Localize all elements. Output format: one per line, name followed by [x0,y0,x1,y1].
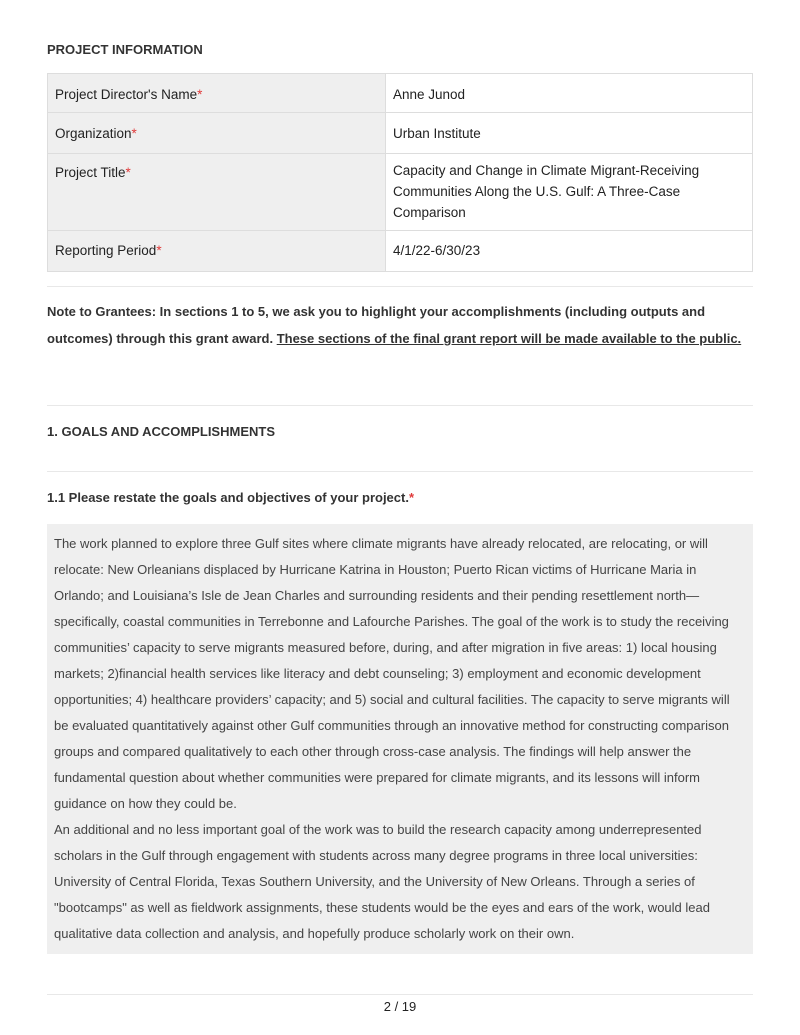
row-value-reporting-period: 4/1/22-6/30/23 [386,231,753,272]
required-asterisk: * [156,243,162,258]
question-1-1: 1.1 Please restate the goals and objectives of your project.* [47,490,415,505]
answer-1-1 [47,524,753,954]
row-value-project-title: Capacity and Change in Climate Migrant-Receiving Communities Along the U.S. Gulf: A Three-Case Comparison [386,154,753,231]
row-label-project-title: Project Title* [48,154,386,231]
row-value-director: Anne Junod [386,74,753,113]
public-availability-notice: These sections of the final grant report will be made available to the public. [276,331,742,346]
divider [47,405,753,406]
required-asterisk: * [197,87,203,102]
required-asterisk: * [408,490,415,505]
required-asterisk: * [125,165,131,180]
divider [47,286,753,287]
note-to-grantees: Note to Grantees: In sections 1 to 5, we ask you to highlight your accomplishments (including outputs and outcomes) through this grant award. These sections of the final grant report will be made available to the public. [47,304,742,346]
row-label-organization: Organization* [48,113,386,154]
row-value-organization: Urban Institute [386,113,753,154]
row-label-director: Project Director's Name* [48,74,386,113]
divider [47,471,753,472]
divider [47,994,753,995]
table-row [48,231,753,272]
row-label-reporting-period: Reporting Period* [48,231,386,272]
table-row [48,113,753,154]
table-row [48,154,753,231]
required-asterisk: * [131,126,137,141]
project-info-table [47,73,753,272]
answer-paragraph: The work planned to explore three Gulf sites where climate migrants have already relocated, are relocating, or will relocate: New Orleanians displaced by Hurricane Katrina in Houston; Puerto Rican victims of Hurricane Maria in Orlando; and Louisiana’s Isle de Jean Charles and surrounding residents and their pending resettlement north—specifically, coastal communities in Terrebonne and Lafourche Parishes. The goal of the work is to study the receiving communities’ capacity to serve migrants measured before, during, and after migration in five areas: 1) local housing markets; 2)financial health services like literacy and debt counseling; 3) employment and economic development opportunities; 4) healthcare providers’ capacity; and 5) social and cultural facilities. The capacity to serve migrants will be evaluated quantitatively against other Gulf communities through an innovative method for constructing comparison groups and compared qualitatively to each other through cross-case analysis. The findings will help answer the fundamental question about whether communities were prepared for climate migrants, and its lessons will inform guidance on how they could be. [54,536,730,811]
answer-paragraph: An additional and no less important goal of the work was to build the research capacity among underrepresented scholars in the Gulf through engagement with students across many degree programs in three local universities: University of Central Florida, Texas Southern University, and the University of New Orleans. Through a series of "bootcamps" as well as fieldwork assignments, these students would be the eyes and ears of the work, would lead qualitative data collection and analysis, and hopefully produce scholarly work on their own. [54,822,710,941]
section-1-heading: 1. GOALS AND ACCOMPLISHMENTS [47,424,275,439]
table-row [48,74,753,113]
project-information-heading: PROJECT INFORMATION [47,42,203,57]
page-indicator: 2 / 19 [383,999,417,1014]
